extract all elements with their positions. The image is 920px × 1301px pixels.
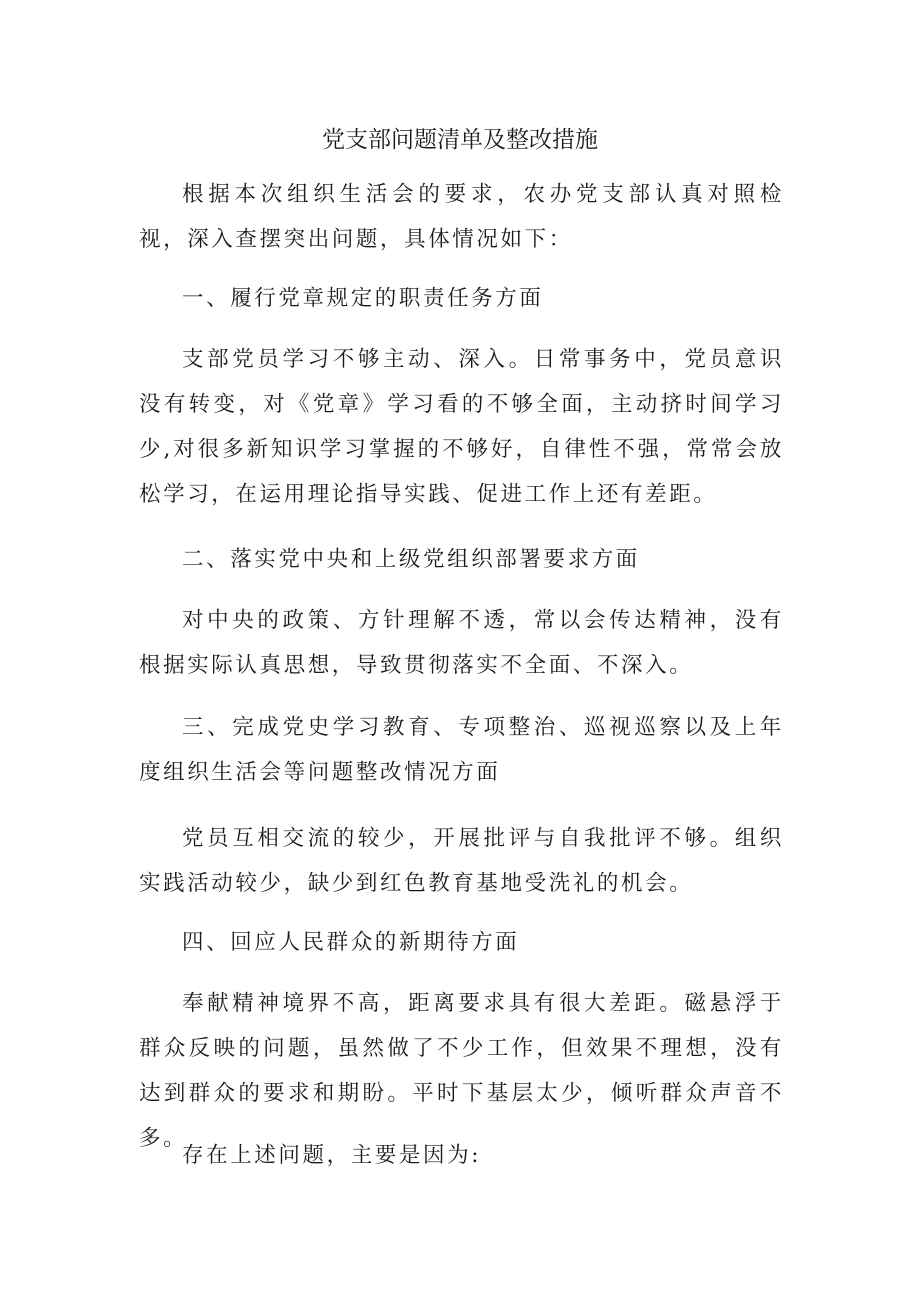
section-heading-1: 一、履行党章规定的职责任务方面 (182, 286, 544, 311)
causes-intro-paragraph: 存在上述问题，主要是因为: (182, 1143, 482, 1168)
section-body-1: 支部党员学习不够主动、深入。日常事务中，党员意识没有转变，对《党章》学习看的不够全面，主动挤时间学习少,对很多新知识学习掌握的不够好，自律性不强，常常会放松学习，在运用理论指导实践、促进工作上还有差距。 (139, 347, 784, 507)
section-heading-2: 二、落实党中央和上级党组织部署要求方面 (182, 547, 640, 572)
intro-paragraph: 根据本次组织生活会的要求，农办党支部认真对照检视，深入查摆突出问题，具体情况如下： (139, 182, 784, 252)
document-title: 党支部问题清单及整改措施 (322, 127, 598, 153)
section-body-3: 党员互相交流的较少，开展批评与自我批评不够。组织实践活动较少，缺少到红色教育基地受洗礼的机会。 (139, 826, 784, 896)
section-heading-4: 四、回应人民群众的新期待方面 (182, 930, 520, 955)
section-heading-3: 三、完成党史学习教育、专项整治、巡视巡察以及上年度组织生活会等问题整改情况方面 (139, 715, 784, 785)
section-body-2: 对中央的政策、方针理解不透，常以会传达精神，没有根据实际认真思想，导致贯彻落实不全面、不深入。 (139, 608, 784, 678)
section-body-4: 奉献精神境界不高，距离要求具有很大差距。磁悬浮于群众反映的问题，虽然做了不少工作，但效果不理想，没有达到群众的要求和期盼。平时下基层太少，倾听群众声音不多。 (139, 991, 784, 1151)
